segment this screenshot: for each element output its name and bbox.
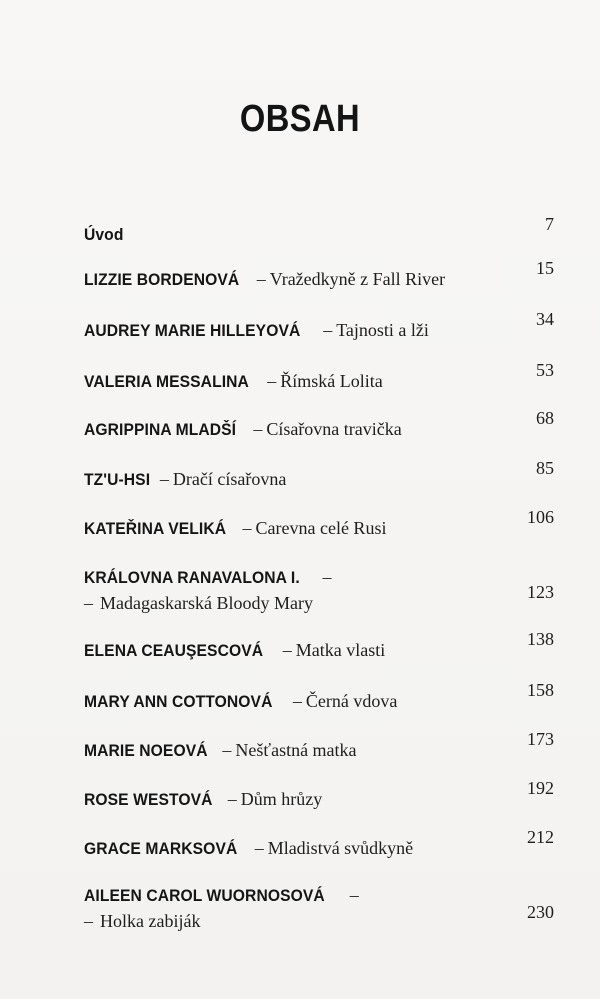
entry-subtitle: Císařovna travička [266,419,402,439]
entry-page-number: 192 [527,778,554,798]
entry-dash: – [322,567,332,587]
entry-subtitle: Mladistvá svůdkyně [267,838,414,858]
entry-page-number: 85 [536,458,554,478]
entry-name: MARIE NOEOVÁ [84,741,208,760]
toc-entry [84,827,554,861]
entry-name: AILEEN CAROL WUORNOSOVÁ [84,886,325,905]
toc-entry [84,680,554,714]
entry-name: KATEŘINA VELIKÁ [84,519,227,538]
entry-subtitle: Madagaskarská Bloody Mary [100,593,313,613]
entry-subtitle: Dračí císařovna [172,469,287,489]
toc-entry [84,507,554,541]
entry-dash: – [282,640,292,660]
entry-subtitle: Tajnosti a lži [336,320,429,340]
entry-dash: – [254,838,264,858]
toc-entry [84,360,554,394]
entry-subtitle: Matka vlasti [295,640,386,660]
entry-page-number: 123 [527,582,554,602]
entry-dash: – [256,269,266,289]
toc-entry [84,258,554,292]
entry-dash: – [323,320,333,340]
toc-entry-uvod [84,214,554,248]
toc-entry [84,778,554,812]
entry-dash: – [253,419,263,439]
entry-subtitle: Dům hrůzy [240,789,323,809]
entry-page-number: 158 [527,680,554,700]
entry-subtitle: Carevna celé Rusi [255,518,387,538]
entry-subtitle: Vražedkyně z Fall River [269,269,446,289]
entry-dash: – [242,518,252,538]
toc-entry [84,629,554,663]
entry-page-number: 34 [536,309,554,329]
entry-page-number: 212 [527,827,554,847]
entry-dash: – [227,789,237,809]
entry-subtitle: Římská Lolita [280,371,383,391]
entry-subtitle: Černá vdova [305,691,398,711]
entry-name: GRACE MARKSOVÁ [84,839,238,858]
entry-name: AUDREY MARIE HILLEYOVÁ [84,321,301,340]
entry-dash: – [222,740,232,760]
entry-name: Úvod [84,225,124,244]
toc-entry [84,309,554,343]
entry-page-number: 68 [536,408,554,428]
entry-page-number: 138 [527,629,554,649]
entry-page-number: 106 [527,507,554,527]
entry-page-number: 230 [527,902,554,922]
entry-name: TZ'U-HSI [84,470,151,489]
entry-dash: – [349,885,359,905]
entry-name: KRÁLOVNA RANAVALONA I. [84,568,300,587]
entry-page-number: 53 [536,360,554,380]
entry-dash: – [84,593,93,613]
entry-page-number: 173 [527,729,554,749]
entry-dash: – [267,371,277,391]
toc-entry [84,729,554,763]
entry-name: ELENA CEAUŞESCOVÁ [84,641,264,660]
entry-dash: – [292,691,302,711]
toc-entry [84,458,554,492]
entry-subtitle: Holka zabiják [100,911,201,931]
entry-name: AGRIPPINA MLADŠÍ [84,420,237,439]
page-title: OBSAH [239,98,361,140]
entry-name: ROSE WESTOVÁ [84,790,213,809]
entry-dash: – [159,469,169,489]
toc-entry [84,564,554,616]
entry-name: LIZZIE BORDENOVÁ [84,270,240,289]
toc-entry [84,408,554,442]
entry-page-number: 15 [536,258,554,278]
entry-name: MARY ANN COTTONOVÁ [84,692,273,711]
entry-name: VALERIA MESSALINA [84,372,249,391]
entry-subtitle: Nešťastná matka [235,740,357,760]
entry-page-number: 7 [545,214,554,234]
entry-dash: – [84,911,93,931]
toc-entry [84,882,554,934]
